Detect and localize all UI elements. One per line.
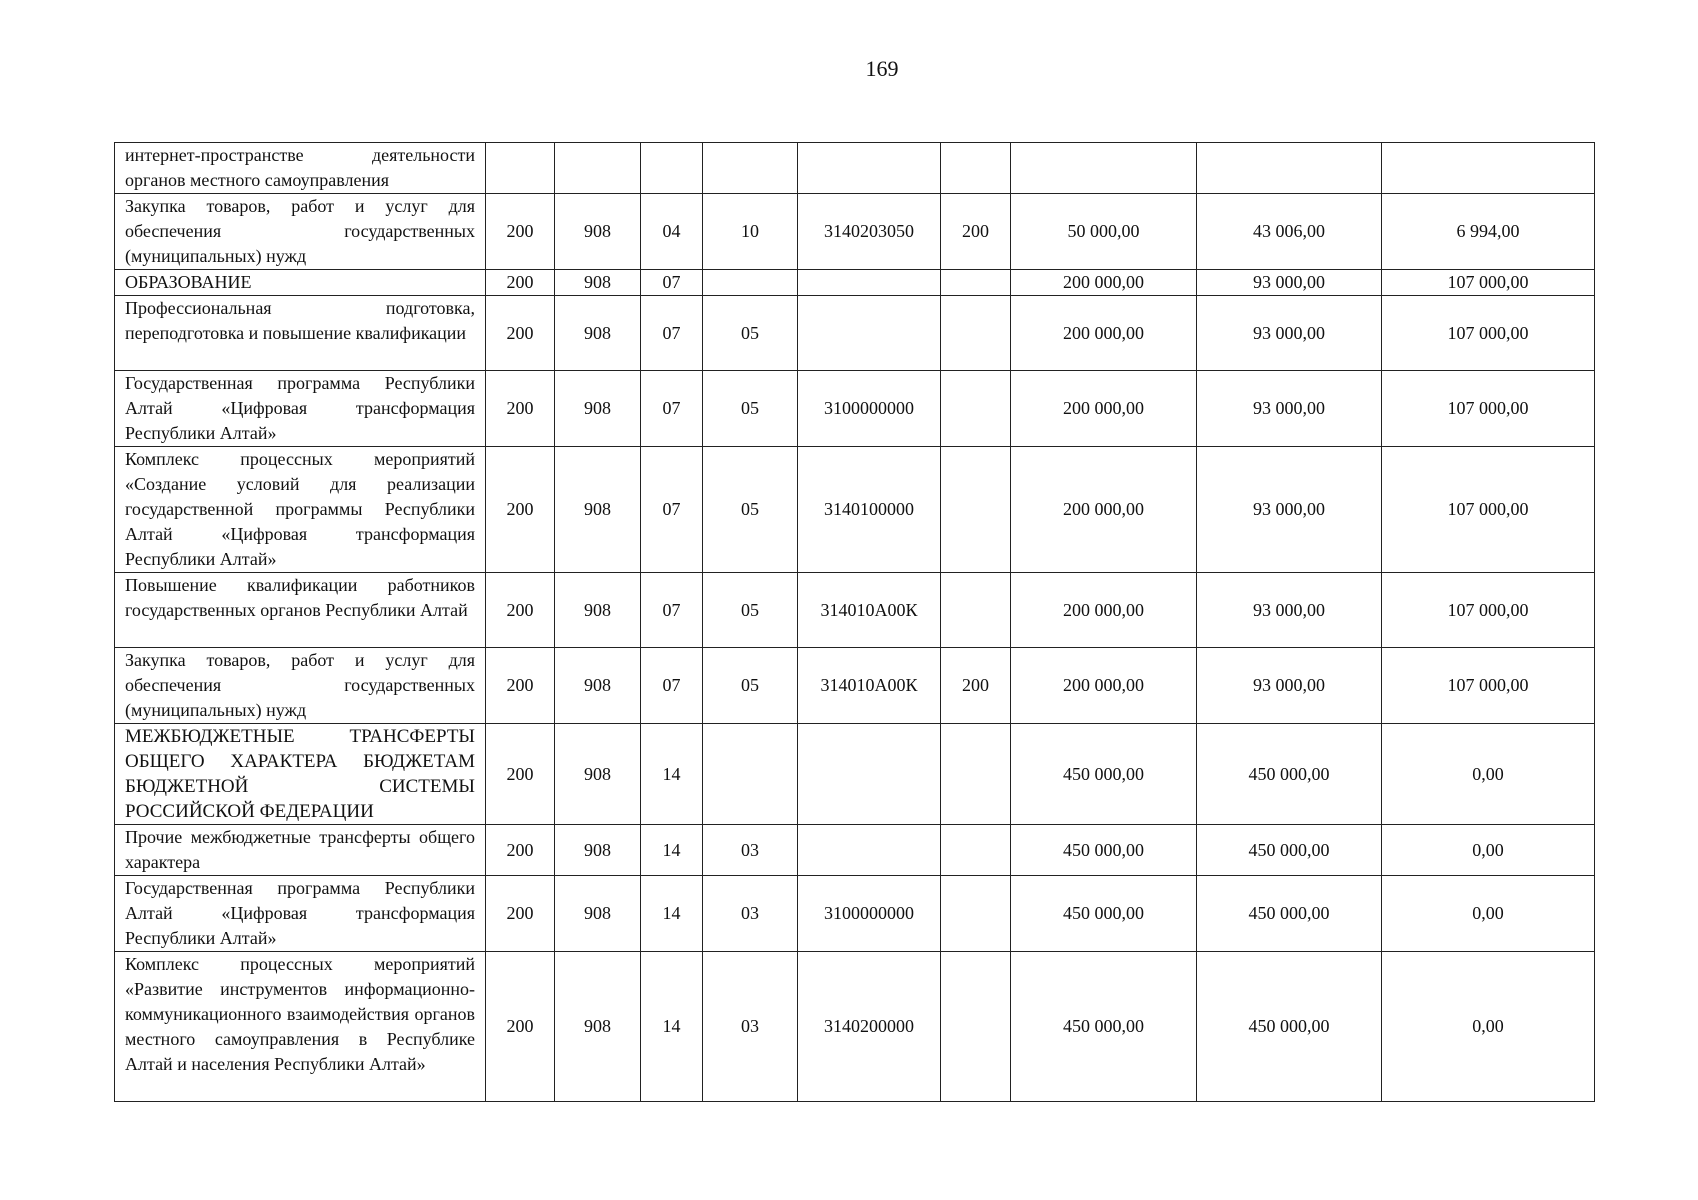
row-planned-cell: 200 000,00 xyxy=(1011,573,1197,648)
row-remaining-cell: 107 000,00 xyxy=(1382,296,1595,371)
row-executed-cell: 93 000,00 xyxy=(1197,447,1382,573)
row-expense-type-cell xyxy=(941,952,1011,1102)
budget-table-body xyxy=(115,143,1595,1102)
row-name-cell: Комплекс процессных мероприятий «Создание условий для реализации государственной программы Республики Алтай «Цифровая трансформация Республики Алтай» xyxy=(115,447,486,573)
row-target-article-cell: 3100000000 xyxy=(798,371,941,447)
row-code-cell: 200 xyxy=(486,648,555,724)
row-section-cell: 14 xyxy=(641,825,703,876)
row-expense-type-cell xyxy=(941,143,1011,194)
row-dept-cell: 908 xyxy=(555,648,641,724)
row-remaining-cell: 107 000,00 xyxy=(1382,648,1595,724)
row-expense-type-cell xyxy=(941,270,1011,296)
row-target-article-cell: 314010А00К xyxy=(798,573,941,648)
row-subsection-cell xyxy=(703,270,798,296)
table-row xyxy=(115,648,1595,724)
row-executed-cell: 450 000,00 xyxy=(1197,952,1382,1102)
row-expense-type-cell xyxy=(941,296,1011,371)
row-remaining-cell: 6 994,00 xyxy=(1382,194,1595,270)
table-row xyxy=(115,876,1595,952)
row-code-cell xyxy=(486,143,555,194)
row-section-cell: 07 xyxy=(641,447,703,573)
row-dept-cell: 908 xyxy=(555,825,641,876)
row-planned-cell: 50 000,00 xyxy=(1011,194,1197,270)
row-name-cell: Профессиональная подготовка, переподготовка и повышение квалификации xyxy=(115,296,486,371)
row-remaining-cell: 107 000,00 xyxy=(1382,270,1595,296)
row-target-article-cell: 3140100000 xyxy=(798,447,941,573)
row-name-cell: ОБРАЗОВАНИЕ xyxy=(115,270,486,296)
row-subsection-cell: 05 xyxy=(703,371,798,447)
row-subsection-cell: 03 xyxy=(703,952,798,1102)
row-expense-type-cell: 200 xyxy=(941,648,1011,724)
row-executed-cell: 93 000,00 xyxy=(1197,296,1382,371)
row-executed-cell: 93 000,00 xyxy=(1197,270,1382,296)
table-row xyxy=(115,194,1595,270)
row-executed-cell: 450 000,00 xyxy=(1197,825,1382,876)
row-code-cell: 200 xyxy=(486,952,555,1102)
row-section-cell xyxy=(641,143,703,194)
row-planned-cell xyxy=(1011,143,1197,194)
row-section-cell: 04 xyxy=(641,194,703,270)
table-row xyxy=(115,952,1595,1102)
row-target-article-cell xyxy=(798,825,941,876)
table-row xyxy=(115,143,1595,194)
row-name-cell: Государственная программа Республики Алтай «Цифровая трансформация Республики Алтай» xyxy=(115,371,486,447)
row-remaining-cell: 107 000,00 xyxy=(1382,447,1595,573)
row-section-cell: 14 xyxy=(641,952,703,1102)
row-planned-cell: 450 000,00 xyxy=(1011,876,1197,952)
row-target-article-cell: 3140200000 xyxy=(798,952,941,1102)
row-target-article-cell: 3140203050 xyxy=(798,194,941,270)
row-dept-cell: 908 xyxy=(555,371,641,447)
row-subsection-cell: 05 xyxy=(703,296,798,371)
row-subsection-cell xyxy=(703,724,798,825)
row-executed-cell: 450 000,00 xyxy=(1197,876,1382,952)
row-dept-cell: 908 xyxy=(555,876,641,952)
row-name-cell: Закупка товаров, работ и услуг для обеспечения государственных (муниципальных) нужд xyxy=(115,648,486,724)
row-planned-cell: 200 000,00 xyxy=(1011,296,1197,371)
row-code-cell: 200 xyxy=(486,825,555,876)
row-target-article-cell: 3100000000 xyxy=(798,876,941,952)
row-section-cell: 14 xyxy=(641,724,703,825)
table-row xyxy=(115,447,1595,573)
table-row xyxy=(115,270,1595,296)
budget-table xyxy=(114,142,1595,1102)
row-planned-cell: 200 000,00 xyxy=(1011,447,1197,573)
row-planned-cell: 200 000,00 xyxy=(1011,270,1197,296)
row-remaining-cell: 107 000,00 xyxy=(1382,371,1595,447)
row-expense-type-cell: 200 xyxy=(941,194,1011,270)
row-subsection-cell: 03 xyxy=(703,876,798,952)
row-name-cell: Закупка товаров, работ и услуг для обеспечения государственных (муниципальных) нужд xyxy=(115,194,486,270)
row-subsection-cell: 05 xyxy=(703,648,798,724)
row-name-cell: Прочие межбюджетные трансферты общего характера xyxy=(115,825,486,876)
row-code-cell: 200 xyxy=(486,724,555,825)
row-section-cell: 07 xyxy=(641,296,703,371)
row-dept-cell: 908 xyxy=(555,573,641,648)
row-target-article-cell xyxy=(798,270,941,296)
row-expense-type-cell xyxy=(941,825,1011,876)
row-name-cell: Государственная программа Республики Алтай «Цифровая трансформация Республики Алтай» xyxy=(115,876,486,952)
row-dept-cell: 908 xyxy=(555,270,641,296)
row-executed-cell: 93 000,00 xyxy=(1197,573,1382,648)
row-target-article-cell xyxy=(798,296,941,371)
row-dept-cell: 908 xyxy=(555,447,641,573)
row-code-cell: 200 xyxy=(486,296,555,371)
row-remaining-cell: 0,00 xyxy=(1382,825,1595,876)
row-expense-type-cell xyxy=(941,724,1011,825)
row-target-article-cell xyxy=(798,724,941,825)
row-dept-cell: 908 xyxy=(555,952,641,1102)
row-executed-cell: 93 000,00 xyxy=(1197,648,1382,724)
row-planned-cell: 450 000,00 xyxy=(1011,724,1197,825)
row-subsection-cell: 10 xyxy=(703,194,798,270)
row-subsection-cell: 03 xyxy=(703,825,798,876)
row-executed-cell xyxy=(1197,143,1382,194)
row-code-cell: 200 xyxy=(486,876,555,952)
row-target-article-cell: 314010А00К xyxy=(798,648,941,724)
row-section-cell: 07 xyxy=(641,573,703,648)
row-expense-type-cell xyxy=(941,371,1011,447)
table-row xyxy=(115,371,1595,447)
row-dept-cell: 908 xyxy=(555,296,641,371)
row-code-cell: 200 xyxy=(486,371,555,447)
row-remaining-cell: 107 000,00 xyxy=(1382,573,1595,648)
row-planned-cell: 200 000,00 xyxy=(1011,648,1197,724)
row-name-cell: МЕЖБЮДЖЕТНЫЕ ТРАНСФЕРТЫ ОБЩЕГО ХАРАКТЕРА БЮДЖЕТАМ БЮДЖЕТНОЙ СИСТЕМЫ РОССИЙСКОЙ ФЕДЕРАЦИИ xyxy=(115,724,486,825)
row-code-cell: 200 xyxy=(486,447,555,573)
row-name-cell: Комплекс процессных мероприятий «Развитие инструментов информационно-коммуникационного взаимодействия органов местного самоуправления в Республике Алтай и населения Республики Алтай» xyxy=(115,952,486,1102)
row-remaining-cell: 0,00 xyxy=(1382,876,1595,952)
page-number: 169 xyxy=(865,56,899,81)
row-dept-cell: 908 xyxy=(555,724,641,825)
row-expense-type-cell xyxy=(941,876,1011,952)
row-code-cell: 200 xyxy=(486,194,555,270)
row-executed-cell: 93 000,00 xyxy=(1197,371,1382,447)
table-row xyxy=(115,573,1595,648)
row-name-cell: Повышение квалификации работников государственных органов Республики Алтай xyxy=(115,573,486,648)
row-subsection-cell: 05 xyxy=(703,447,798,573)
row-subsection-cell: 05 xyxy=(703,573,798,648)
row-dept-cell xyxy=(555,143,641,194)
row-name-cell: интернет-пространстве деятельности органов местного самоуправления xyxy=(115,143,486,194)
row-planned-cell: 200 000,00 xyxy=(1011,371,1197,447)
table-row xyxy=(115,724,1595,825)
row-target-article-cell xyxy=(798,143,941,194)
row-executed-cell: 450 000,00 xyxy=(1197,724,1382,825)
row-planned-cell: 450 000,00 xyxy=(1011,952,1197,1102)
row-remaining-cell: 0,00 xyxy=(1382,952,1595,1102)
row-section-cell: 07 xyxy=(641,648,703,724)
row-expense-type-cell xyxy=(941,447,1011,573)
table-row xyxy=(115,825,1595,876)
row-remaining-cell: 0,00 xyxy=(1382,724,1595,825)
row-code-cell: 200 xyxy=(486,573,555,648)
row-planned-cell: 450 000,00 xyxy=(1011,825,1197,876)
table-row xyxy=(115,296,1595,371)
row-section-cell: 14 xyxy=(641,876,703,952)
row-expense-type-cell xyxy=(941,573,1011,648)
row-section-cell: 07 xyxy=(641,270,703,296)
row-section-cell: 07 xyxy=(641,371,703,447)
row-remaining-cell xyxy=(1382,143,1595,194)
row-subsection-cell xyxy=(703,143,798,194)
row-code-cell: 200 xyxy=(486,270,555,296)
row-executed-cell: 43 006,00 xyxy=(1197,194,1382,270)
row-dept-cell: 908 xyxy=(555,194,641,270)
